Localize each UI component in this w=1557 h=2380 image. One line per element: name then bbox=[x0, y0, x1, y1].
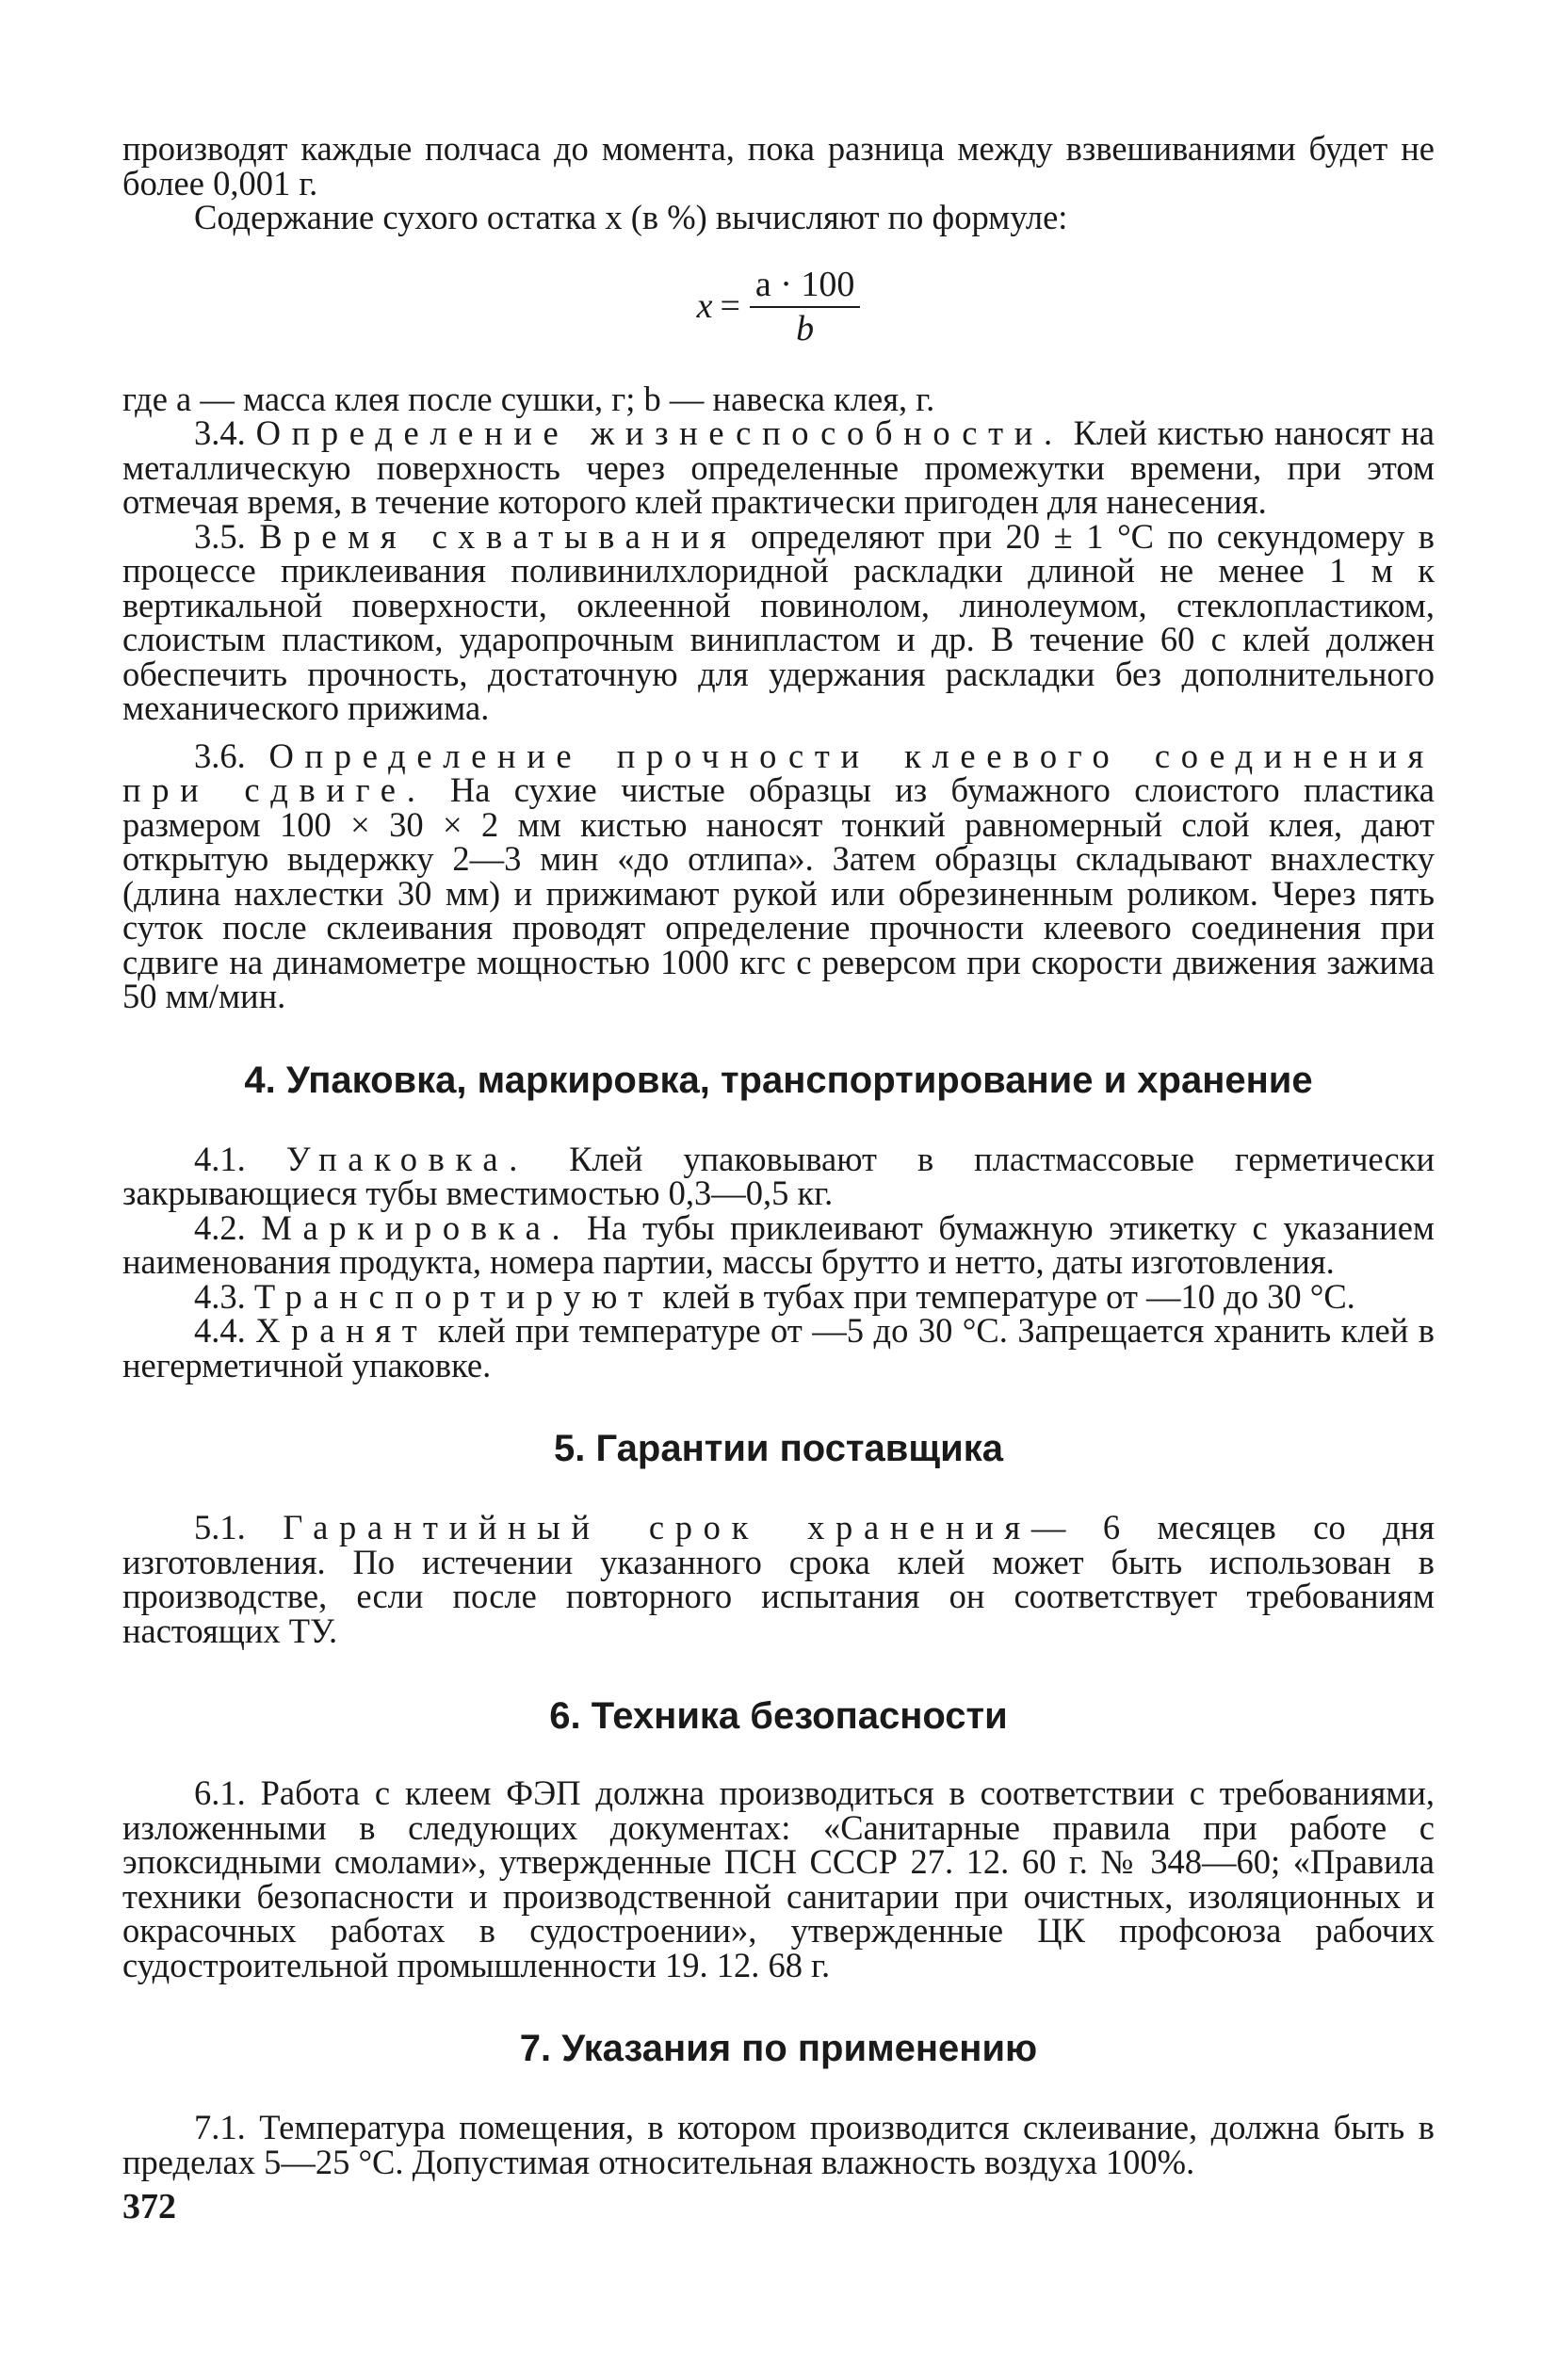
clause-7-1: 7.1. Температура помещения, в котором производится склеивание, должна быть в пределах 5—25 °С. Допустимая относительная влажность воздуха 100%. bbox=[122, 2108, 1435, 2181]
clause-title: Определение прочности клеевого соединения при сдвиге. bbox=[122, 736, 1435, 809]
section-heading-6: 6. Техника безопасности bbox=[549, 1695, 1008, 1737]
clause-6-1: 6.1. Работа с клеем ФЭП должна производиться в соответствии с требованиями, изложенными в следующих документах: «Санитарные правила при работе с эпоксидными смолами», утвержденные ПСН СССР 27. 12. 60 г. № 348—60; «Правила техники безопасности и производственной санитарии при очистных, изоляционных и окрасочных работах в судостроении», утвержденные ЦК профсоюза рабочих судостроительной промышленности 19. 12. 68 г. bbox=[122, 1773, 1435, 1984]
clause-number: 3.5. bbox=[194, 516, 246, 556]
clause-title: Время схватывания bbox=[259, 516, 738, 556]
clause-number: 4.4. bbox=[194, 1311, 246, 1350]
clause-title: Упаковка. bbox=[285, 1139, 529, 1178]
clause-title: Маркировка. bbox=[261, 1207, 572, 1247]
formula-fraction bbox=[750, 267, 861, 346]
clause-number: 3.6. bbox=[194, 736, 246, 775]
clause-number: 4.1. bbox=[194, 1139, 246, 1178]
paragraph-intro: производят каждые полчаса до момента, пока разница между взвешиваниями будет не более 0,001 г. bbox=[122, 129, 1435, 202]
clause-title: Гарантийный срок хранения bbox=[283, 1508, 1031, 1546]
clause-text: клей в тубах при температуре от —10 до 30 °С. bbox=[662, 1276, 1355, 1316]
clause-4-1 bbox=[122, 1139, 1435, 1212]
clause-4-2 bbox=[122, 1207, 1435, 1281]
section-heading-7: 7. Указания по применению bbox=[519, 2028, 1038, 2069]
paragraph-formula-intro: Содержание сухого остатка x (в %) вычисляют по формуле: bbox=[194, 198, 1068, 236]
clause-4-4 bbox=[122, 1311, 1435, 1384]
clause-title: Определение жизнеспособности. bbox=[255, 413, 1063, 452]
paragraph-where: где a — масса клея после сушки, г; b — навеска клея, г. bbox=[122, 379, 935, 418]
clause-text: клей при температуре от —5 до 30 °С. Запрещается хранить клей в негерметичной упаковке. bbox=[122, 1311, 1435, 1384]
clause-text: Клей упаковывают в пластмассовые герметически закрывающиеся тубы вместимостью 0,3—0,5 кг. bbox=[122, 1139, 1435, 1212]
clause-4-3 bbox=[122, 1276, 1435, 1316]
clause-number: 4.2. bbox=[194, 1207, 246, 1247]
clause-3-4 bbox=[122, 413, 1435, 521]
clause-text: Клей кистью наносят на металлическую поверхность через определенные промежутки времени, при этом отмечая время, в течение которого клей практически пригоден для нанесения. bbox=[122, 413, 1435, 521]
page-number: 372 bbox=[122, 2187, 176, 2226]
formula-denominator: b bbox=[796, 308, 815, 348]
clause-text: На сухие чистые образцы из бумажного слоистого пластика размером 100 × 30 × 2 мм кистью наносят тонкий равномерный слой клея, дают открытую выдержку 2—3 мин «до отлипа». Затем образцы складывают внахлестку (длина нахлестки 30 мм) и прижимают рукой или обрезиненным роликом. Через пять суток после склеивания проводят определение прочности клеевого соединения при сдвиге на динамометре мощностью 1000 кгс с реверсом при скорости движения зажима 50 мм/мин. bbox=[122, 770, 1435, 1015]
clause-number: 3.4. bbox=[194, 413, 246, 452]
clause-title: Транспортируют bbox=[253, 1276, 655, 1316]
clause-text: определяют при 20 ± 1 °С по секундомеру в процессе приклеивания поливинилхлоридной раскладки длиной не менее 1 м к вертикальной поверхности, оклеенной повинолом, линолеумом, стеклопластиком, слоистым пластиком, ударопрочным винипластом и др. В течение 60 с клей должен обеспечить прочность, достаточную для удержания раскладки без дополнительного механического прижима. bbox=[122, 516, 1435, 727]
formula-equals: = bbox=[720, 286, 740, 327]
clause-3-5 bbox=[122, 516, 1435, 727]
clause-5-1 bbox=[122, 1508, 1435, 1650]
clause-number: 5.1. bbox=[194, 1508, 246, 1546]
formula-lhs: x bbox=[696, 286, 713, 327]
clause-text: — 6 месяцев со дня изготовления. По истечении указанного срока клей может быть использован в производстве, если после повторного испытания он соответствует требованиям настоящих ТУ. bbox=[122, 1508, 1435, 1650]
section-heading-4: 4. Упаковка, маркировка, транспортирование и хранение bbox=[244, 1059, 1313, 1101]
clause-3-6 bbox=[122, 736, 1435, 1015]
formula bbox=[122, 241, 1435, 373]
section-heading-5: 5. Гарантии поставщика bbox=[554, 1428, 1003, 1469]
formula-numerator: a · 100 bbox=[750, 267, 861, 308]
clause-number: 4.3. bbox=[194, 1276, 246, 1316]
clause-text: На тубы приклеивают бумажную этикетку с указанием наименования продукта, номера партии, массы брутто и нетто, даты изготовления. bbox=[122, 1207, 1435, 1281]
clause-title: Хранят bbox=[255, 1311, 429, 1350]
